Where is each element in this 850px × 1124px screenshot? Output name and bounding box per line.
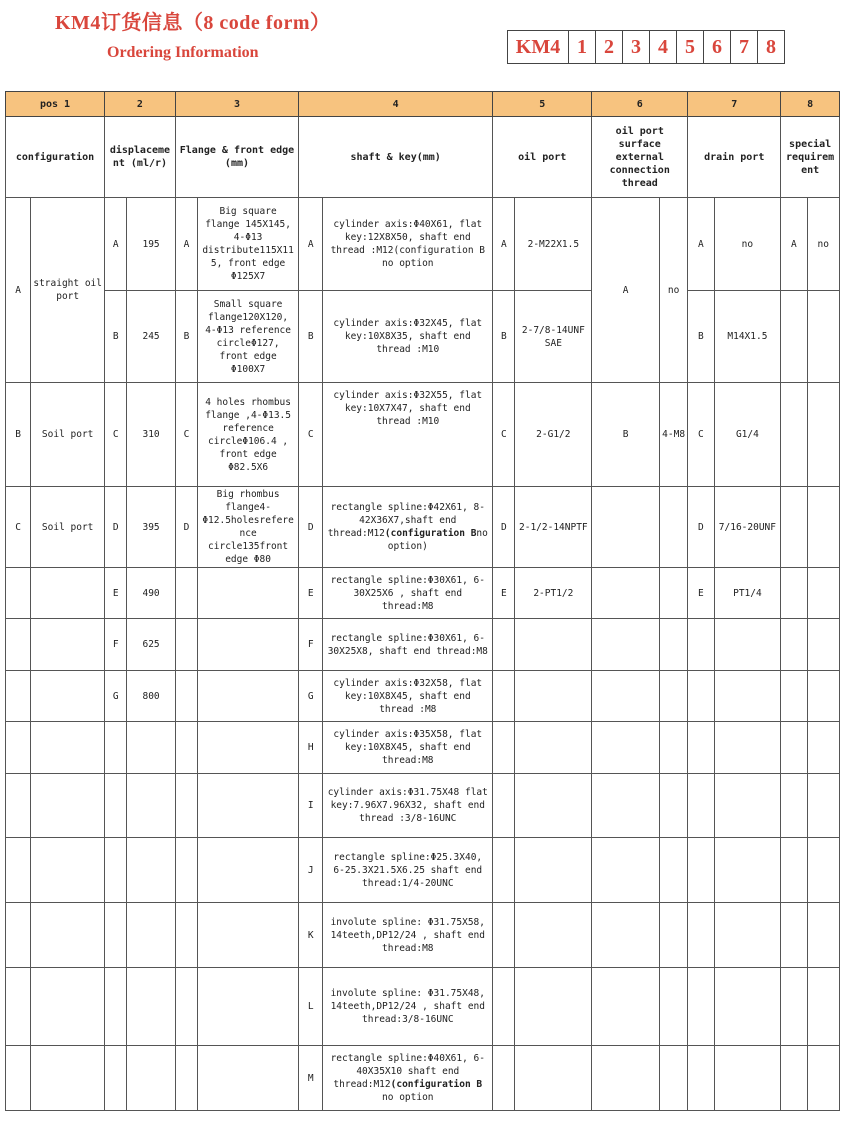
shaft-text-part: rectangle spline:Φ40X61, 6-40X35X10 shaft end thread:M12 xyxy=(330,1053,485,1090)
flange-code xyxy=(175,671,197,722)
code-box-5: 5 xyxy=(676,31,703,63)
special-code xyxy=(781,722,807,774)
thread-text xyxy=(659,838,687,903)
flange-text xyxy=(198,968,299,1046)
table-row xyxy=(6,838,840,903)
thread-code xyxy=(592,774,660,838)
disp-code: B xyxy=(105,291,127,383)
drain-code xyxy=(688,722,714,774)
header-special: special requirement xyxy=(781,117,840,198)
shaft-text: cylinder axis:Φ32X58, flat key:10X8X45, shaft end thread :M8 xyxy=(323,671,493,722)
thread-text xyxy=(659,722,687,774)
thread-text xyxy=(659,903,687,968)
special-code xyxy=(781,968,807,1046)
flange-text: Big square flange 145X145, 4-Φ13 distribute115X115, front edge Φ125X7 xyxy=(198,198,299,291)
disp-value xyxy=(127,774,176,838)
drain-text xyxy=(714,774,781,838)
shaft-code: D xyxy=(299,487,323,568)
table-row xyxy=(6,619,840,671)
disp-code: A xyxy=(105,198,127,291)
shaft-text xyxy=(323,487,493,568)
config-label xyxy=(31,568,105,619)
disp-value: 800 xyxy=(127,671,176,722)
drain-code: E xyxy=(688,568,714,619)
disp-code: G xyxy=(105,671,127,722)
special-text xyxy=(807,291,839,383)
thread-code xyxy=(592,619,660,671)
special-text xyxy=(807,487,839,568)
pos-6: 6 xyxy=(592,92,688,117)
config-label xyxy=(31,774,105,838)
special-code xyxy=(781,619,807,671)
table-row xyxy=(6,568,840,619)
thread-text xyxy=(659,1046,687,1111)
config-label xyxy=(31,1046,105,1111)
shaft-text: cylinder axis:Φ32X45, flat key:10X8X35, shaft end thread :M10 xyxy=(323,291,493,383)
header-drain-port: drain port xyxy=(688,117,781,198)
flange-code xyxy=(175,968,197,1046)
disp-code xyxy=(105,968,127,1046)
pos-8: 8 xyxy=(781,92,840,117)
flange-code xyxy=(175,1046,197,1111)
config-code xyxy=(6,903,31,968)
code-box-1: 1 xyxy=(568,31,595,63)
config-label xyxy=(31,838,105,903)
config-code: C xyxy=(6,487,31,568)
oilport-code xyxy=(493,838,515,903)
thread-text xyxy=(659,619,687,671)
shaft-text: involute spline: Φ31.75X48, 14teeth,DP12/24 , shaft end thread:3/8-16UNC xyxy=(323,968,493,1046)
disp-value xyxy=(127,968,176,1046)
drain-code: C xyxy=(688,383,714,487)
drain-code: D xyxy=(688,487,714,568)
pos-1: pos 1 xyxy=(6,92,105,117)
drain-code: B xyxy=(688,291,714,383)
code-box-2: 2 xyxy=(595,31,622,63)
drain-text xyxy=(714,1046,781,1111)
drain-code xyxy=(688,774,714,838)
shaft-code: J xyxy=(299,838,323,903)
header-displacement: displacement (ml/r) xyxy=(105,117,176,198)
code-box-6: 6 xyxy=(703,31,730,63)
disp-value xyxy=(127,838,176,903)
oilport-text xyxy=(515,722,592,774)
shaft-text-part: no option) xyxy=(387,528,488,552)
config-code xyxy=(6,671,31,722)
special-code xyxy=(781,671,807,722)
drain-text: M14X1.5 xyxy=(714,291,781,383)
header-flange: Flange & front edge (mm) xyxy=(175,117,298,198)
code-box-3: 3 xyxy=(622,31,649,63)
oilport-text: 2-7/8-14UNF SAE xyxy=(515,291,592,383)
disp-code xyxy=(105,1046,127,1111)
thread-code xyxy=(592,968,660,1046)
oilport-text xyxy=(515,968,592,1046)
oilport-code xyxy=(493,903,515,968)
drain-text: PT1/4 xyxy=(714,568,781,619)
config-code xyxy=(6,619,31,671)
shaft-code: B xyxy=(299,291,323,383)
special-text xyxy=(807,1046,839,1111)
drain-code xyxy=(688,968,714,1046)
flange-code xyxy=(175,903,197,968)
header-configuration: configuration xyxy=(6,117,105,198)
code-box-7: 7 xyxy=(730,31,757,63)
oilport-text xyxy=(515,903,592,968)
table-row xyxy=(6,722,840,774)
thread-code xyxy=(592,671,660,722)
config-code xyxy=(6,722,31,774)
special-text xyxy=(807,568,839,619)
flange-text xyxy=(198,903,299,968)
oilport-text xyxy=(515,1046,592,1111)
header-oil-port: oil port xyxy=(493,117,592,198)
flange-code: D xyxy=(175,487,197,568)
config-code xyxy=(6,568,31,619)
thread-code xyxy=(592,722,660,774)
thread-text xyxy=(659,774,687,838)
thread-code: B xyxy=(592,383,660,487)
header-thread: oil port surface external connection thread xyxy=(592,117,688,198)
flange-text xyxy=(198,774,299,838)
shaft-text-bold: (configuration B xyxy=(390,1079,483,1090)
special-code xyxy=(781,903,807,968)
thread-code xyxy=(592,568,660,619)
drain-code xyxy=(688,671,714,722)
thread-text xyxy=(659,968,687,1046)
order-code-boxes xyxy=(507,30,785,64)
special-text xyxy=(807,383,839,487)
thread-code: A xyxy=(592,198,660,383)
config-label: straight oil port xyxy=(31,198,105,383)
shaft-code: K xyxy=(299,903,323,968)
shaft-code: M xyxy=(299,1046,323,1111)
disp-value: 395 xyxy=(127,487,176,568)
config-label: Soil port xyxy=(31,383,105,487)
shaft-text-bold: (configuration B xyxy=(384,528,477,539)
disp-value xyxy=(127,903,176,968)
shaft-code: G xyxy=(299,671,323,722)
config-code xyxy=(6,838,31,903)
pos-5: 5 xyxy=(493,92,592,117)
oilport-code xyxy=(493,722,515,774)
special-code xyxy=(781,291,807,383)
shaft-code: I xyxy=(299,774,323,838)
oilport-text: 2-M22X1.5 xyxy=(515,198,592,291)
oilport-code: D xyxy=(493,487,515,568)
shaft-code: E xyxy=(299,568,323,619)
special-code xyxy=(781,383,807,487)
thread-text xyxy=(659,487,687,568)
flange-text: Small square flange120X120, 4-Φ13 reference circleΦ127, front edge Φ100X7 xyxy=(198,291,299,383)
config-code: A xyxy=(6,198,31,383)
page-title-english: Ordering Information xyxy=(107,44,259,61)
special-text xyxy=(807,774,839,838)
thread-code xyxy=(592,1046,660,1111)
disp-value: 195 xyxy=(127,198,176,291)
table-row xyxy=(6,383,840,487)
pos-2: 2 xyxy=(105,92,176,117)
table-row xyxy=(6,198,840,291)
drain-text xyxy=(714,722,781,774)
oilport-text: 2-G1/2 xyxy=(515,383,592,487)
special-text xyxy=(807,619,839,671)
special-text xyxy=(807,838,839,903)
drain-code xyxy=(688,838,714,903)
table-row xyxy=(6,903,840,968)
flange-text: Big rhombus flange4-Φ12.5holesreference circle135front edge Φ80 xyxy=(198,487,299,568)
table-row xyxy=(6,1046,840,1111)
page-title-chinese: KM4订货信息（8 code form） xyxy=(55,12,331,34)
shaft-text: rectangle spline:Φ25.3X40, 6-25.3X21.5X6.25 shaft end thread:1/4-20UNC xyxy=(323,838,493,903)
special-text xyxy=(807,722,839,774)
disp-code xyxy=(105,838,127,903)
drain-text: no xyxy=(714,198,781,291)
column-header-row xyxy=(6,117,840,198)
position-row xyxy=(6,92,840,117)
shaft-code: C xyxy=(299,383,323,487)
oilport-text: 2-1/2-14NPTF xyxy=(515,487,592,568)
config-label: Soil port xyxy=(31,487,105,568)
special-code xyxy=(781,1046,807,1111)
oilport-code xyxy=(493,619,515,671)
thread-code xyxy=(592,838,660,903)
drain-code xyxy=(688,903,714,968)
flange-code: C xyxy=(175,383,197,487)
disp-code: F xyxy=(105,619,127,671)
shaft-text xyxy=(323,1046,493,1111)
disp-value xyxy=(127,1046,176,1111)
oilport-code: B xyxy=(493,291,515,383)
config-label xyxy=(31,903,105,968)
flange-code: A xyxy=(175,198,197,291)
code-box-4: 4 xyxy=(649,31,676,63)
shaft-text: involute spline: Φ31.75X58, 14teeth,DP12/24 , shaft end thread:M8 xyxy=(323,903,493,968)
config-code xyxy=(6,968,31,1046)
table-row xyxy=(6,487,840,568)
table-row xyxy=(6,968,840,1046)
pos-4: 4 xyxy=(299,92,493,117)
header-shaft-key: shaft & key(mm) xyxy=(299,117,493,198)
special-code xyxy=(781,487,807,568)
thread-text xyxy=(659,671,687,722)
drain-code: A xyxy=(688,198,714,291)
code-box-model: KM4 xyxy=(515,35,561,58)
thread-code xyxy=(592,903,660,968)
drain-text: 7/16-20UNF xyxy=(714,487,781,568)
flange-code xyxy=(175,619,197,671)
oilport-code: E xyxy=(493,568,515,619)
thread-text: 4-M8 xyxy=(659,383,687,487)
config-code xyxy=(6,1046,31,1111)
disp-code xyxy=(105,722,127,774)
config-label xyxy=(31,722,105,774)
shaft-text: rectangle spline:Φ30X61, 6-30X25X6 , shaft end thread:M8 xyxy=(323,568,493,619)
shaft-text: cylinder axis:Φ32X55, flat key:10X7X47, shaft end thread :M10 xyxy=(323,383,493,487)
flange-text xyxy=(198,1046,299,1111)
oilport-text xyxy=(515,671,592,722)
disp-value: 490 xyxy=(127,568,176,619)
shaft-text: cylinder axis:Φ40X61, flat key:12X8X50, shaft end thread :M12(configuration B no option xyxy=(323,198,493,291)
code-box-8: 8 xyxy=(757,31,784,63)
config-label xyxy=(31,671,105,722)
drain-text xyxy=(714,619,781,671)
special-text xyxy=(807,968,839,1046)
flange-code xyxy=(175,774,197,838)
disp-code xyxy=(105,903,127,968)
disp-value: 310 xyxy=(127,383,176,487)
drain-text xyxy=(714,903,781,968)
special-text xyxy=(807,903,839,968)
table-row xyxy=(6,671,840,722)
disp-code: D xyxy=(105,487,127,568)
disp-value: 625 xyxy=(127,619,176,671)
oilport-code xyxy=(493,1046,515,1111)
drain-text: G1/4 xyxy=(714,383,781,487)
oilport-text xyxy=(515,774,592,838)
shaft-text-part: no option xyxy=(382,1092,434,1103)
thread-text: no xyxy=(659,198,687,383)
flange-code xyxy=(175,722,197,774)
disp-code: C xyxy=(105,383,127,487)
flange-code xyxy=(175,568,197,619)
pos-3: 3 xyxy=(175,92,298,117)
shaft-text: cylinder axis:Φ31.75X48 flat key:7.96X7.96X32, shaft end thread :3/8-16UNC xyxy=(323,774,493,838)
oilport-text xyxy=(515,619,592,671)
shaft-text: cylinder axis:Φ35X58, flat key:10X8X45, shaft end thread:M8 xyxy=(323,722,493,774)
special-code xyxy=(781,568,807,619)
shaft-code: A xyxy=(299,198,323,291)
drain-code xyxy=(688,619,714,671)
oilport-text: 2-PT1/2 xyxy=(515,568,592,619)
special-text: no xyxy=(807,198,839,291)
special-code xyxy=(781,838,807,903)
disp-value: 245 xyxy=(127,291,176,383)
disp-code xyxy=(105,774,127,838)
disp-value xyxy=(127,722,176,774)
shaft-code: H xyxy=(299,722,323,774)
oilport-code xyxy=(493,671,515,722)
thread-text xyxy=(659,568,687,619)
shaft-code: L xyxy=(299,968,323,1046)
shaft-text: rectangle spline:Φ30X61, 6-30X25X8, shaft end thread:M8 xyxy=(323,619,493,671)
flange-text xyxy=(198,619,299,671)
flange-text: 4 holes rhombus flange ,4-Φ13.5 reference circleΦ106.4 , front edge Φ82.5X6 xyxy=(198,383,299,487)
flange-text xyxy=(198,838,299,903)
ordering-table xyxy=(5,91,840,1111)
pos-7: 7 xyxy=(688,92,781,117)
drain-text xyxy=(714,838,781,903)
thread-code xyxy=(592,487,660,568)
special-text xyxy=(807,671,839,722)
config-code: B xyxy=(6,383,31,487)
disp-code: E xyxy=(105,568,127,619)
drain-code xyxy=(688,1046,714,1111)
config-label xyxy=(31,968,105,1046)
oilport-code xyxy=(493,968,515,1046)
flange-text xyxy=(198,671,299,722)
flange-text xyxy=(198,568,299,619)
drain-text xyxy=(714,671,781,722)
table-row xyxy=(6,291,840,383)
table-row xyxy=(6,774,840,838)
special-code xyxy=(781,774,807,838)
drain-text xyxy=(714,968,781,1046)
oilport-code: A xyxy=(493,198,515,291)
shaft-code: F xyxy=(299,619,323,671)
shaft-text-part: rectangle spline:Φ42X61, 8-42X36X7,shaft end thread:M12 xyxy=(327,502,485,539)
oilport-code xyxy=(493,774,515,838)
flange-code: B xyxy=(175,291,197,383)
flange-code xyxy=(175,838,197,903)
flange-text xyxy=(198,722,299,774)
config-code xyxy=(6,774,31,838)
config-label xyxy=(31,619,105,671)
oilport-code: C xyxy=(493,383,515,487)
special-code: A xyxy=(781,198,807,291)
oilport-text xyxy=(515,838,592,903)
